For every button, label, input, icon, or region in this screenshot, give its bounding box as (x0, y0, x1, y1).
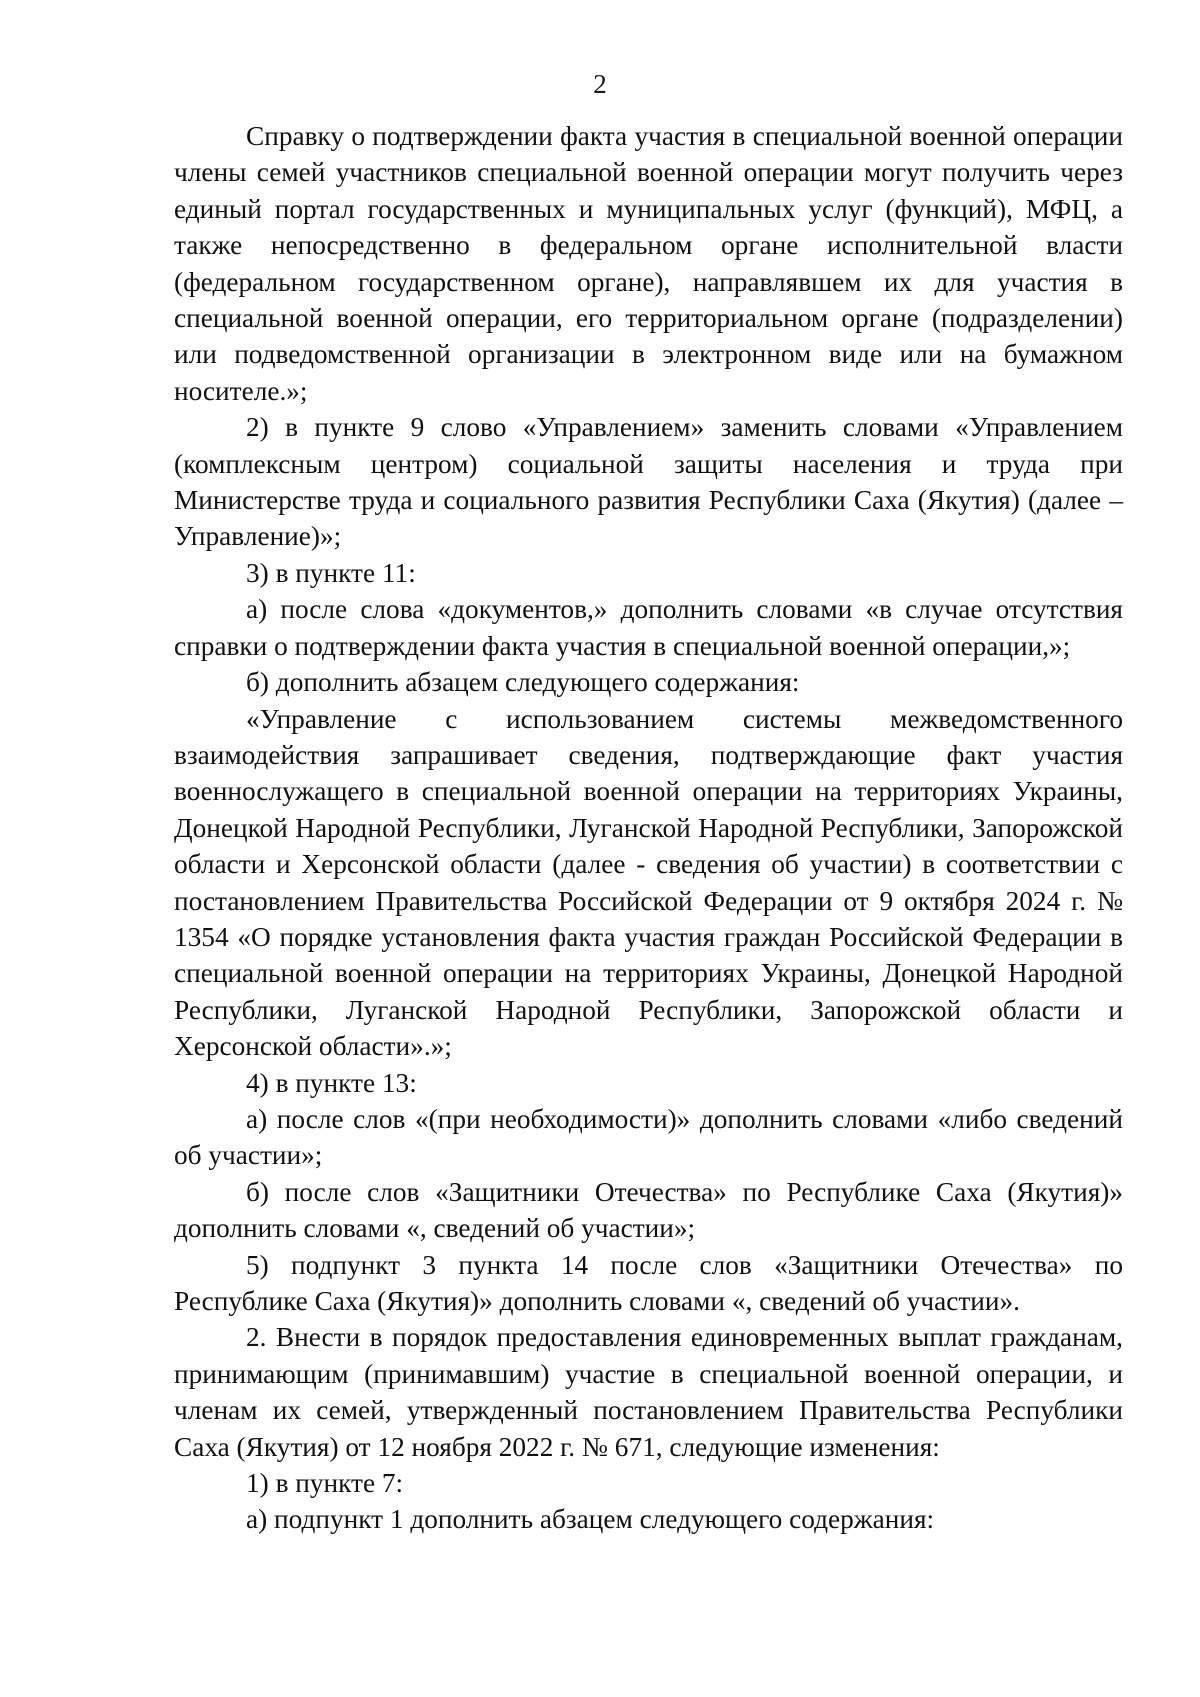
paragraph: Справку о подтверждении факта участия в специальной военной операции члены семей участников специальной военной операции могут получить через единый портал государственных и муниципальных услуг (функций), МФЦ, а также непосредственно в федеральном органе исполнительной власти (федеральном государственном органе), направлявшем их для участия в специальной военной операции, его территориальном органе (подразделении) или подведомственной организации в электронном виде или на бумажном носителе.»; (174, 121, 1123, 406)
paragraph: а) подпункт 1 дополнить абзацем следующего содержания: (246, 1504, 935, 1535)
paragraph: 3) в пункте 11: (246, 557, 416, 588)
paragraph: а) после слов «(при необходимости)» дополнить словами «либо сведений об участии»; (174, 1103, 1123, 1171)
paragraph: «Управление с использованием системы межведомственного взаимодействия запрашивает сведения, подтверждающие факт участия военнослужащего в специальной военной операции на территориях Украины, Донецкой Народной Республики, Луганской Народной Республики, Запорожской области и Херсонской области (далее - сведения об участии) в соответствии с постановлением Правительства Российской Федерации от 9 октября 2024 г. № 1354 «О порядке установления факта участия граждан Российской Федерации в специальной военной операции на территориях Украины, Донецкой Народной Республики, Луганской Народной Республики, Запорожской области и Херсонской области».»; (174, 703, 1123, 1062)
page-number: 2 (593, 69, 607, 99)
paragraph: 2) в пункте 9 слово «Управлением» заменить словами «Управлением (комплексным центром) социальной защиты населения и труда при Министерстве труда и социального развития Республики Саха (Якутия) (далее – Управление)»; (174, 412, 1123, 552)
paragraph: а) после слова «документов,» дополнить словами «в случае отсутствия справки о подтверждении факта участия в специальной военной операции,»; (174, 594, 1123, 661)
paragraph: б) после слов «Защитники Отечества» по Республике Саха (Якутия)» дополнить словами «, сведений об участии»; (174, 1176, 1123, 1244)
paragraph: 1) в пункте 7: (246, 1468, 404, 1499)
paragraph: б) дополнить абзацем следующего содержания: (246, 667, 800, 698)
paragraph: 4) в пункте 13: (246, 1067, 417, 1098)
document-body (174, 118, 1123, 1538)
paragraph: 5) подпункт 3 пункта 14 после слов «Защитники Отечества» по Республике Саха (Якутия)» дополнить словами «, сведений об участии». (174, 1249, 1123, 1316)
paragraph: 2. Внести в порядок предоставления единовременных выплат гражданам, принимающим (принимавшим) участие в специальной военной операции, и членам их семей, утвержденный постановлением Правительства Республики Саха (Якутия) от 12 ноября 2022 г. № 671, следующие изменения: (174, 1322, 1123, 1462)
